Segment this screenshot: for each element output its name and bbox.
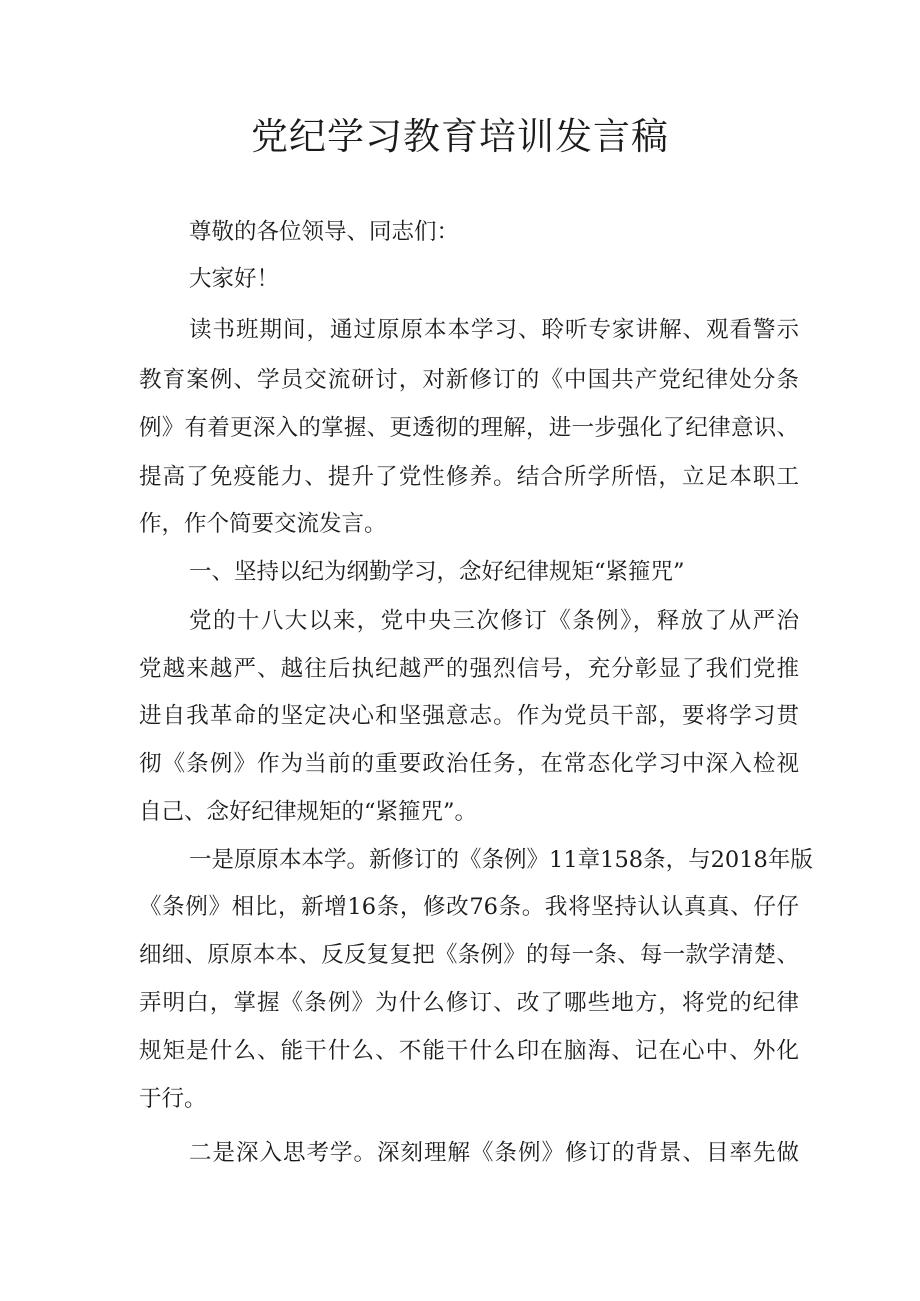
body-line: 弄明白，掌握《条例》为什么修订、改了哪些地方，将党的纪律 xyxy=(139,990,799,1016)
body-line: 《条例》相比，新增16条，修改76条。我将坚持认认真真、仔仔 xyxy=(139,894,799,920)
body-line: 党越来越严、越往后执纪越严的强烈信号，充分彰显了我们党推 xyxy=(139,656,799,682)
body-line: 于行。 xyxy=(139,1086,207,1112)
body-line: 读书班期间，通过原原本本学习、聆听专家讲解、观看警示 xyxy=(189,317,799,343)
greeting-line: 大家好！ xyxy=(189,266,280,292)
section-heading: 一、坚持以纪为纲勤学习，念好纪律规矩“紧箍咒” xyxy=(189,559,685,585)
salutation-line: 尊敬的各位领导、同志们： xyxy=(189,219,460,245)
body-line: 例》有着更深入的掌握、更透彻的理解，进一步强化了纪律意识、 xyxy=(139,415,799,441)
body-line: 二是深入思考学。深刻理解《条例》修订的背景、目率先做 xyxy=(189,1140,799,1166)
body-line: 一是原原本本学。新修订的《条例》11章158条，与2018年版 xyxy=(189,847,813,873)
document-title: 党纪学习教育培训发言稿 xyxy=(251,115,669,158)
body-line: 规矩是什么、能干什么、不能干什么印在脑海、记在心中、外化 xyxy=(139,1038,799,1064)
body-line: 教育案例、学员交流研讨，对新修订的《中国共产党纪律处分条 xyxy=(139,367,799,393)
body-line: 自己、念好纪律规矩的“紧箍咒”。 xyxy=(139,799,478,825)
body-line: 党的十八大以来，党中央三次修订《条例》，释放了从严治 xyxy=(189,608,799,634)
body-line: 作，作个简要交流发言。 xyxy=(139,511,387,537)
body-line: 细细、原原本本、反反复复把《条例》的每一条、每一款学清楚、 xyxy=(139,942,799,968)
body-line: 彻《条例》作为当前的重要政治任务，在常态化学习中深入检视 xyxy=(139,751,799,777)
body-line: 进自我革命的坚定决心和坚强意志。作为党员干部，要将学习贯 xyxy=(139,703,799,729)
body-line: 提高了免疫能力、提升了党性修养。结合所学所悟，立足本职工 xyxy=(139,464,799,490)
